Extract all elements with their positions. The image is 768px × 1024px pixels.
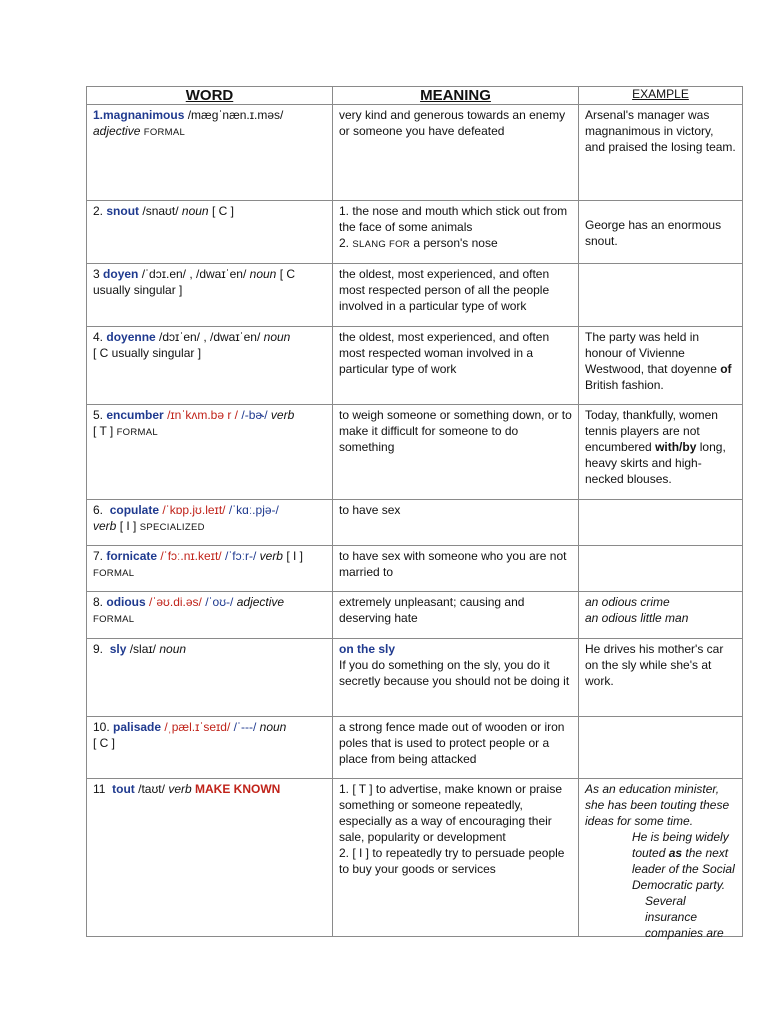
sense-label: MAKE KNOWN [195,782,281,796]
example-cell [579,717,743,779]
pronunciation-uk: /ˌpæl.ɪˈseɪd/ [164,720,231,734]
pronunciation-uk: /ɪnˈkʌm.bə r / [167,408,239,422]
entry-number: 10. [93,720,110,734]
header-example: EXAMPLE [579,87,743,105]
example-cell [579,201,743,264]
part-of-speech: verb [93,519,117,533]
meaning-cell [333,405,579,500]
example-text-1: As an education minister, she has been touting these ideas for some time. [585,782,730,828]
headword: snout [106,204,140,218]
meaning-cell [333,327,579,405]
table-row [87,639,743,717]
example-emphasis: with/by [655,440,697,454]
pronunciation-uk: /ˈfɔː.nɪ.keɪt/ [160,549,222,563]
word-cell [87,592,333,639]
entry-number: 8. [93,595,104,609]
headword: fornicate [106,549,158,563]
meaning-cell [333,592,579,639]
part-of-speech: noun [181,204,209,218]
pronunciation: /dɔɪˈen/ , /dwaɪˈen/ [159,330,261,344]
part-of-speech: noun [159,642,187,656]
grammar-code: [ I ] [286,549,303,563]
pronunciation: /ˈdɔɪ.en/ , /dwaɪˈen/ [141,267,247,281]
header-word: WORD [87,87,333,105]
idiom-phrase: on the sly [339,642,396,656]
definition-1: 1. [ T ] to advertise, make known or praise something or someone repeatedly, especially as a way of encouraging their sale, popularity or development [339,782,562,844]
headword: palisade [113,720,162,734]
grammar-code: [ C ] [211,204,234,218]
table-row [87,779,743,937]
word-cell [87,405,333,500]
definition: the oldest, most experienced, and often most respected person of all the people involved in a particular type of work [339,267,550,313]
definition-2: 2. [ I ] to repeatedly try to persuade people to buy your goods or services [339,846,565,876]
definition: very kind and generous towards an enemy or someone you have defeated [339,108,566,138]
word-cell [87,201,333,264]
grammar-code: [ I ] [119,519,137,533]
vocabulary-table [86,86,743,940]
example-cell [579,264,743,327]
definition: extremely unpleasant; causing and deserving hate [339,595,525,625]
example-text-3: Several insurance companies are [645,894,724,940]
usage-label: FORMAL [93,614,135,625]
word-cell [87,327,333,405]
example-emphasis: as [668,846,683,860]
example-text-1: an odious crime [585,595,670,609]
pronunciation: /slaɪ/ [129,642,156,656]
table-row [87,592,743,639]
entry-number: 7. [93,549,104,563]
table-row [87,105,743,201]
part-of-speech: noun [259,720,287,734]
example-cell [579,639,743,717]
example-text: Arsenal's manager was magnanimous in victory, and praised the losing team. [585,108,736,154]
entry-number: 4. [93,330,104,344]
entry-number: 9. [93,642,104,656]
word-cell [87,105,333,201]
usage-label: FORMAL [116,427,158,438]
headword: tout [112,782,135,796]
entry-number: 3 [93,267,100,281]
example-text-2: an odious little man [585,611,689,625]
example-cell [579,105,743,201]
entry-number: 5. [93,408,104,422]
usage-label: FORMAL [143,127,186,138]
headword: odious [106,595,146,609]
grammar-code: [ T ] [93,424,114,438]
grammar-code: [ C ] [93,736,116,750]
table-header-row [87,87,743,105]
headword: sly [109,642,127,656]
part-of-speech: adjective [236,595,285,609]
part-of-speech: verb [270,408,295,422]
word-cell [87,639,333,717]
pronunciation-us: /-bɚ/ [241,408,268,422]
grammar-code: [ C usually singular ] [93,267,296,297]
meaning-cell [333,779,579,937]
table-row [87,264,743,327]
usage-label: SPECIALIZED [139,522,205,533]
definition: a strong fence made out of wooden or iron poles that is used to protect people or a place from being attacked [339,720,565,766]
example-text: Today, thankfully, women tennis players are not encumbered [585,408,718,454]
pronunciation-us: /ˈoʊ-/ [205,595,234,609]
part-of-speech: noun [263,330,291,344]
example-text: George has an enormous snout. [585,218,722,248]
definition-1: 1. the nose and mouth which stick out from the face of some animals [339,204,568,234]
table-row [87,405,743,500]
word-cell [87,546,333,592]
word-cell [87,717,333,779]
example-emphasis: of [720,362,732,376]
meaning-cell [333,639,579,717]
usage-label: SLANG FOR [352,239,410,250]
pronunciation-us: /ˈfɔːr-/ [224,549,257,563]
definition: the oldest, most experienced, and often most respected woman involved in a particular type of work [339,330,550,376]
word-cell [87,779,333,937]
word-cell [87,264,333,327]
pronunciation: /snaʊt/ [142,204,179,218]
example-cell [579,546,743,592]
part-of-speech: noun [249,267,277,281]
word-cell [87,500,333,546]
meaning-cell [333,717,579,779]
meaning-cell [333,264,579,327]
example-text-2: He is being widely touted as the next leader of the Social Democratic party. [632,830,735,892]
meaning-cell [333,201,579,264]
definition: to have sex with someone who you are not married to [339,549,567,579]
example-text: The party was held in honour of Vivienne Westwood, that doyenne [585,330,717,376]
entry-number: 2. [93,204,104,218]
meaning-cell [333,500,579,546]
definition: to weigh someone or something down, or to make it difficult for someone to do something [339,408,572,454]
definition-2-number: 2. [339,236,350,250]
pronunciation: /mæɡˈnæn.ɪ.məs/ [187,108,284,122]
pronunciation-us: /ˈkɑː.pjə-/ [228,503,279,517]
entry-number: 1. [93,108,104,122]
part-of-speech: verb [259,549,283,563]
headword: magnanimous [103,108,185,122]
table-row [87,717,743,779]
pronunciation-uk: /ˈəʊ.di.əs/ [149,595,202,609]
meaning-cell [333,105,579,201]
table-row [87,500,743,546]
table-row [87,546,743,592]
example-text-end: British fashion. [585,378,664,392]
table-row [87,201,743,264]
table-row [87,327,743,405]
example-text: He drives his mother's car on the sly while she's at work. [585,642,724,688]
grammar-code: [ C usually singular ] [93,346,202,360]
headword: doyenne [106,330,156,344]
usage-label: FORMAL [93,568,135,579]
definition-2: a person's nose [413,236,498,250]
pronunciation-uk: /ˈkɒp.jʊ.leɪt/ [162,503,226,517]
meaning-cell [333,546,579,592]
headword: encumber [106,408,164,422]
entry-number: 11 [93,782,106,796]
part-of-speech: adjective [93,124,141,138]
example-cell [579,592,743,639]
part-of-speech: verb [168,782,192,796]
definition: to have sex [339,503,401,517]
headword: copulate [109,503,160,517]
example-cell [579,327,743,405]
header-meaning: MEANING [333,87,579,105]
example-text-end: long, heavy skirts and high-necked blouses. [585,440,726,486]
example-cell [579,779,743,940]
example-cell [579,405,743,500]
definition: If you do something on the sly, you do it secretly because you should not be doing it [339,658,570,688]
pronunciation: /taʊt/ [138,782,165,796]
entry-number: 6. [93,503,104,517]
headword: doyen [103,267,139,281]
pronunciation-us: /ˈ---/ [233,720,257,734]
example-cell [579,500,743,546]
